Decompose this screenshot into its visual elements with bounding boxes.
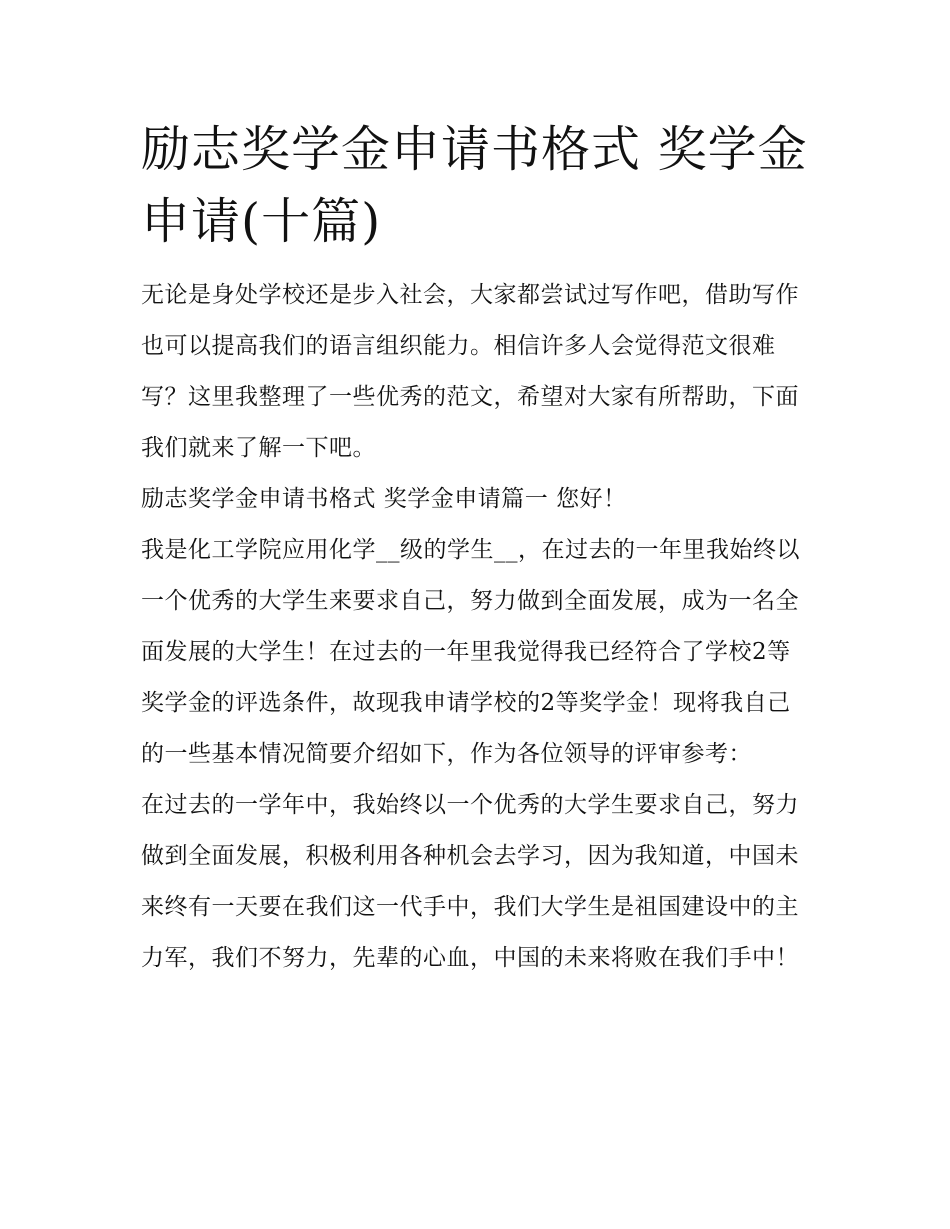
paragraph-self-introduction: 我是化工学院应用化学__级的学生__，在过去的一年里我始终以一个优秀的大学生来要求自己，努力做到全面发展，成为一名全面发展的大学生！在过去的一年里我觉得我已经符合了学校2等奖学金的评选条件，故现我申请学校的2等奖学金！现将我自己的一些基本情况简要介绍如下，作为各位领导的评审参考： <box>141 537 800 767</box>
document-body <box>141 114 811 984</box>
document-title: 励志奖学金申请书格式 奖学金申请(十篇) <box>141 121 808 250</box>
paragraph-heading-greeting: 励志奖学金申请书格式 奖学金申请篇一 您好！ <box>141 486 627 512</box>
paragraph-past-year: 在过去的一学年中，我始终以一个优秀的大学生要求自己，努力做到全面发展，积极利用各种机会去学习，因为我知道，中国未来终有一天要在我们这一代手中，我们大学生是祖国建设中的主力军，我们不努力，先辈的心血，中国的未来将败在我们手中！ <box>141 792 799 971</box>
paragraph-intro: 无论是身处学校还是步入社会，大家都尝试过写作吧，借助写作也可以提高我们的语言组织能力。相信许多人会觉得范文很难写？这里我整理了一些优秀的范文，希望对大家有所帮助，下面我们就来了解一下吧。 <box>141 282 799 461</box>
